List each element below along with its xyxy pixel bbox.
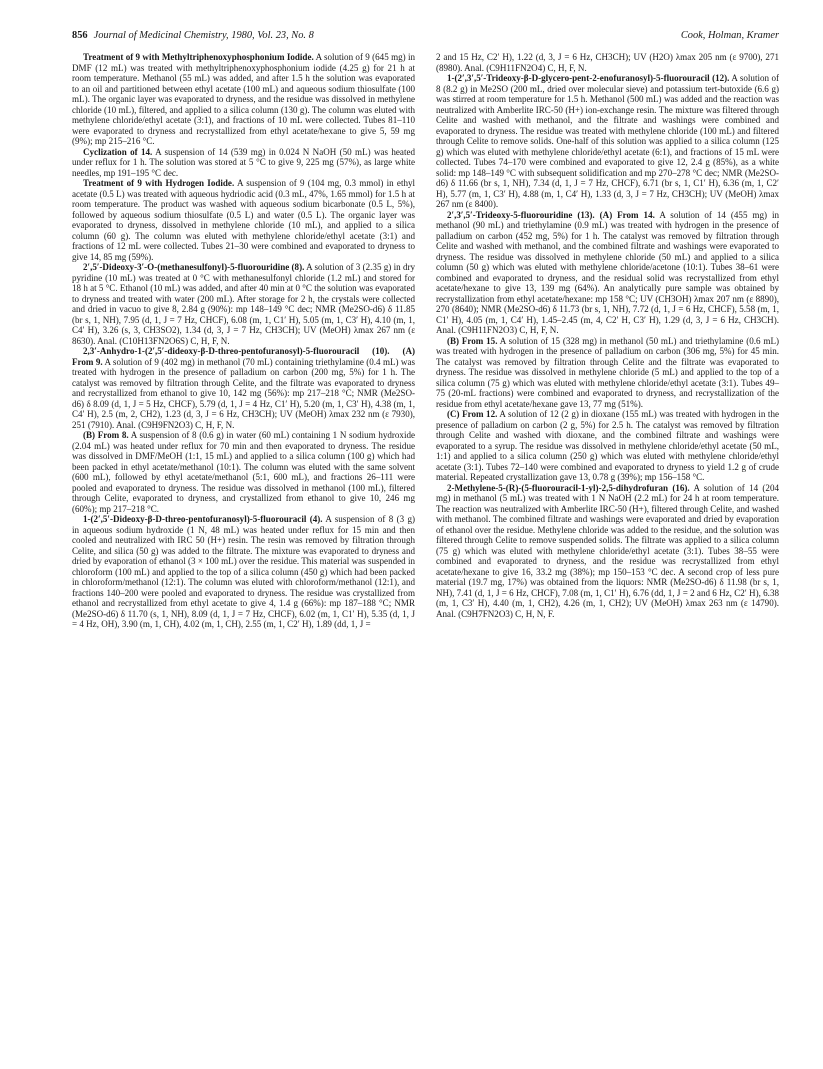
paragraph-heading: 1-(2′,3′,5′-Trideoxy-β-D-glycero-pent-2-enofuranosyl)-5-fluorouracil (12). bbox=[447, 73, 730, 83]
paragraph-text: A solution of 14 (204 mg) in methanol (5 mL) was treated with 1 N NaOH (2.2 mL) for 24 h at room temperature. The reaction was neutralized with Amberlite IRC-50 (H+), filtered through Celite, and washed with methanol. The combined filtrate and washings were evaporated and dried by evaporation of ethanol over the residue. Methylene chloride was added to the residue, and the solution was filtered through Celite to remove suspended solids. The filtrate was applied to a silica column (75 g) which was eluted with methylene chloride/ethyl acetate (3:1). Tubes 38–55 were combined and evaporated to dryness, and the residue was recrystallized from ethyl acetate/hexane to give 16, 33.2 mg (38%); mp 150–153 °C dec. A second crop of less pure material (19.7 mg, 17%) was obtained from the liquors: NMR (Me2SO-d6) δ 11.98 (br s, 1, NH), 7.41 (d, 1, J = 6 Hz, CHCF), 7.08 (m, 1, C1′ H), 6.76 (dd, 1, J = 2 and 6 Hz, C2′ H), 6.38 (m, 1, C3′ H), 4.40 (m, 1, CH2), 4.26 (m, 1, CH2); UV (MeOH) λmax 263 nm (ε 14790). Anal. (C9H7FN2O3) C, H, N, F. bbox=[436, 482, 779, 619]
paragraph bbox=[436, 73, 779, 210]
paragraph-text: A suspension of 14 (539 mg) in 0.024 N NaOH (50 mL) was heated under reflux for 1 h. The solution was stored at 5 °C to give 9, 225 mg (57%), as large white needles, mp 191–195 °C dec. bbox=[72, 146, 415, 178]
paragraph-heading: 1-(2′,5′-Dideoxy-β-D-threo-pentofuranosyl)-5-fluorouracil (4). bbox=[83, 514, 323, 524]
paragraph-text: A solution of 15 (328 mg) in methanol (50 mL) and triethylamine (0.6 mL) was treated with hydrogen in the presence of palladium on carbon (306 mg, 5%) for 45 min. The catalyst was removed by filtration through Celite and the filtrate was evaporated to dryness. The residue was dissolved in methylene chloride (5 mL) and applied to the top of a silica column (75 g) which was eluted with methylene chloride/ethyl acetate (3:1). Tubes 49–75 (20-mL fractions) were combined and evaporated to dryness, and recrystallization of the residue from ethyl acetate/hexane gave 13, 77 mg (51%). bbox=[436, 335, 779, 409]
paragraph-text: A solution of 8 (8.2 g) in Me2SO (200 mL, dried over molecular sieve) and potassium tert-butoxide (6.6 g) was stirred at room temperature for 1.5 h. Methanol (500 mL) was added and the reaction was neutralized with Amberlite IRC-50 (H+) ion-exchange resin. The mixture was filtered through Celite and washed with methanol, and the filtrate and washings were combined and evaporated to dryness. The residue was treated with methylene chloride (100 mL) and filtered through Celite to remove solids. One-half of this solution was applied to a silica column (125 g) which was eluted with methylene chloride/ethyl acetate (6:1), and fractions of 15 mL were collected. Tubes 74–170 were combined and evaporated to give 12, 2.4 g (85%), as a white solid: mp 148–149 °C with subsequent solidification and mp 270–278 °C dec; NMR (Me2SO-d6) δ 11.66 (br s, 1, NH), 7.34 (d, 1, J = 7 Hz, CHCF), 6.71 (br s, 1, C1′ H), 6.36 (m, 1, C2′ H), 5.77 (m, 1, C3′ H), 4.88 (m, 1, C4′ H), 1.33 (d, 3, J = 7 Hz, CH3CH); UV (MeOH) λmax 267 nm (ε 8400). bbox=[436, 73, 780, 209]
paragraph-text: A suspension of 8 (0.6 g) in water (60 mL) containing 1 N sodium hydroxide (2.04 mL) was heated under reflux for 70 min and then evaporated to dryness. The residue was dissolved in DMF/MeOH (1:1, 15 mL) and applied to a silica column (100 g) which had been packed in ethyl acetate/methanol (10:1). The column was eluted with the same solvent (600 mL), followed by ethyl acetate/methanol (5:1, 600 mL), and fractions 26–111 were pooled and evaporated to dryness. The residue was dissolved in methanol (100 mL), filtered through Celite, evaporated to dryness, and crystallized from ethanol to give 10, 246 mg (60%); mp 217–218 °C. bbox=[72, 430, 416, 514]
paragraph-text: A suspension of 8 (3 g) in aqueous sodium hydroxide (1 N, 48 mL) was heated under reflux for 15 min and then cooled and neutralized with IRC 50 (H+) resin. The resin was removed by filtration through Celite, and silica (50 g) was added to the filtrate. The mixture was evaporated to dryness and dried by evaporation of ethanol (3 × 100 mL) over the residue. This material was suspended in chloroform (100 mL) and applied to the top of a silica column (450 g) which had been packed in chloroform/methanol (12:1). The column was eluted with chloroform/methanol (12:1), and fractions 140–200 were pooled and evaporated to dryness. The residue was crystallized from ethanol and recrystallized from ethyl acetate to give 4, 1.4 g (66%): mp 187–188 °C; NMR (Me2SO-d6) δ 11.70 (s, 1, NH), 8.09 (d, 1, J = 7 Hz, CHCF), 6.02 (m, 1, C1′ H), 5.35 (d, 1, J = 4 Hz, OH), 3.90 (m, 1, CH), 4.02 (m, 1, CH), 2.55 (m, 1, C2′ H), 1.89 (dd, 1, J = bbox=[72, 514, 416, 629]
paragraph-text: A solution of 9 (645 mg) in DMF (12 mL) was treated with methyltriphenoxyphosphonium iodide (4.25 g) for 21 h at room temperature. Methanol (55 mL) was added, and after 1.5 h the solution was evaporated to an oil and partitioned between ethyl acetate (100 mL) and aqueous sodium thiosulfate (100 mL). The organic layer was evaporated to dryness, and the residue was dissolved in methylene chloride (10 mL), filtered, and applied to a silica column (130 g). The column was eluted with methylene chloride/ethyl acetate (3:1), and fractions of 10 mL were collected. Tubes 81–110 were evaporated to dryness and recrystallized from ethyl acetate/hexane to give 5, 59 mg (9%); mp 215–216 °C. bbox=[72, 52, 416, 146]
paragraph-text: A solution of 3 (2.35 g) in dry pyridine (10 mL) was treated at 0 °C with methanesulfonyl chloride (1.2 mL) and stored for 18 h at 5 °C. Ethanol (10 mL) was added, and after 40 min at 0 °C the solution was evaporated to dryness and treated with water (200 mL). After storage for 2 h, the crystals were collected and dried in vacuo to give 8, 2.84 g (90%): mp 148–149 °C dec; NMR (Me2SO-d6) δ 11.85 (br s, 1, NH), 7.95 (d, 1, J = 7 Hz, CHCF), 6.08 (m, 1, C1′ H), 5.05 (m, 1, C3′ H), 4.10 (m, 1, C4′ H), 3.26 (s, 3, CH3SO2), 1.34 (d, 3, J = 7 Hz, CH3CH); UV (MeOH) λmax 267 nm (ε 8630). Anal. (C10H13FN2O6S) C, H, F, N. bbox=[72, 262, 416, 346]
page-number: 856 bbox=[72, 30, 88, 41]
paragraph bbox=[436, 210, 779, 336]
right-column bbox=[436, 52, 779, 619]
running-header bbox=[72, 30, 779, 44]
paragraph bbox=[72, 346, 415, 430]
paragraph bbox=[436, 52, 779, 73]
paragraph bbox=[436, 336, 779, 410]
paragraph-heading: 2′,5′-Dideoxy-3′-O-(methanesulfonyl)-5-fluorouridine (8). bbox=[83, 262, 305, 272]
paragraph-heading: Treatment of 9 with Methyltriphenoxyphosphonium Iodide. bbox=[83, 52, 314, 62]
paragraph-text: A solution of 9 (402 mg) in methanol (70 mL) containing triethylamine (0.4 mL) was treated with hydrogen in the presence of palladium on carbon (200 mg, 5%) for 1 h. The catalyst was removed by filtration through Celite, and the filtrate was evaporated to dryness and recrystallized from ethanol to give 10, 142 mg (56%): mp 217–218 °C; NMR (Me2SO-d6) δ 8.09 (d, 1, J = 5 Hz, CHCF), 5.79 (d, 1, J = 4 Hz, C1′ H), 5.20 (m, 1, C3′ H), 4.38 (m, 1, C4′ H), 2.5 (m, 2, CH2), 1.23 (d, 3, J = 6 Hz, CH3CH); UV (MeOH) λmax 232 nm (ε 7930), 251 (7910). Anal. (C9H9FN2O3) C, H, F, N. bbox=[72, 356, 415, 430]
paragraph-text: A suspension of 9 (104 mg, 0.3 mmol) in ethyl acetate (0.5 L) was treated with aqueous hydriodic acid (0.3 mL, 47%, 1.65 mmol) for 1.5 h at room temperature. The product was washed with aqueous sodium bicarbonate (0.5 L, 5%), followed by aqueous sodium thiosulfate (0.5 L) and water (0.5 L). The organic layer was evaporated to dryness, dissolved in methylene chloride (10 mL), and applied to a silica column (60 g). The column was eluted with methylene chloride/ethyl acetate (3:1) and fractions of 12 mL were collected. Tubes 21–30 were combined and evaporated to dryness to give 14, 85 mg (59%). bbox=[72, 178, 416, 262]
paragraph-text: 2 and 15 Hz, C2′ H), 1.22 (d, 3, J = 6 Hz, CH3CH); UV (H2O) λmax 205 nm (ε 9700), 271 (8980). Anal. (C9H11FN2O4) C, H, F, N. bbox=[436, 52, 779, 73]
paragraph-heading: Cyclization of 14. bbox=[83, 146, 153, 157]
journal-citation: Journal of Medicinal Chemistry, 1980, Vol. 23, No. 8 bbox=[93, 30, 314, 41]
paragraph-heading: 2′,3′,5′-Trideoxy-5-fluorouridine (13). (A) From 14. bbox=[447, 209, 655, 220]
paragraph-heading: (B) From 15. bbox=[447, 335, 498, 346]
paragraph bbox=[72, 52, 415, 147]
paragraph bbox=[436, 409, 779, 483]
paragraph-heading: Treatment of 9 with Hydrogen Iodide. bbox=[83, 178, 235, 188]
paragraph bbox=[72, 430, 415, 514]
paragraph bbox=[72, 178, 415, 262]
paragraph-heading: 2,3′-Anhydro-1-(2′,5′-dideoxy-β-D-threo-pentofuranosyl)-5-fluorouracil (10). (A) From 9. bbox=[72, 346, 415, 367]
left-column bbox=[72, 52, 415, 630]
paragraph bbox=[436, 483, 779, 620]
running-authors: Cook, Holman, Kramer bbox=[680, 30, 779, 41]
paragraph bbox=[72, 147, 415, 179]
paragraph-heading: (C) From 12. bbox=[447, 409, 498, 419]
paragraph bbox=[72, 262, 415, 346]
paragraph-heading: 2-Methylene-5-(R)-(5-fluorouracil-1-yl)-2,5-dihydrofuran (16). bbox=[447, 482, 690, 493]
paragraph-text: A solution of 12 (2 g) in dioxane (155 mL) was treated with hydrogen in the presence of palladium on carbon (2 g, 5%) for 2.5 h. The catalyst was removed by filtration through Celite and washed with dioxane, and the combined filtrate and washings were evaporated to a syrup. The residue was dissolved in methylene chloride/ethyl acetate (50 mL, 1:1) and applied to a silica column (250 g) which was eluted with methylene chloride/ethyl acetate (3:1). Tubes 72–140 were combined and evaporated to dryness to yield 1.2 g of crude material. Repeated crystallization gave 13, 0.78 g (39%); mp 156–158 °C. bbox=[436, 409, 779, 482]
paragraph-heading: (B) From 8. bbox=[83, 430, 129, 440]
paragraph-text: A solution of 14 (455 mg) in methanol (90 mL) and triethylamine (0.9 mL) was treated with hydrogen in the presence of palladium on carbon (452 mg, 5%) for 1 h. The catalyst was removed by filtration through Celite and washed with methanol, and the combined filtrate and washings were evaporated to dryness. The residue was dissolved in methylene chloride (50 mL) and applied to a silica column (50 g) which was eluted with methylene chloride/acetone (10:1). Tubes 38–61 were combined and evaporated to dryness, and the residual solid was recrystallized from ethyl acetate/hexane to give 13, 139 mg (64%). An analytically pure sample was obtained by recrystallization from ethyl acetate/hexane: mp 158 °C; UV (CH3OH) λmax 207 nm (ε 8890), 270 (8640); NMR (Me2SO-d6) δ 11.73 (br s, 1, NH), 7.72 (d, 1, J = 6 Hz, CHCF), 5.58 (m, 1, C1′ H), 4.05 (m, 1, C4′ H), 1.45–2.45 (m, 4, C2′ H, C3′ H), 1.29 (d, 3, J = 6 Hz, CH3CH). Anal. (C9H11FN2O3) C, H, F, N. bbox=[436, 209, 779, 335]
paragraph bbox=[72, 514, 415, 630]
